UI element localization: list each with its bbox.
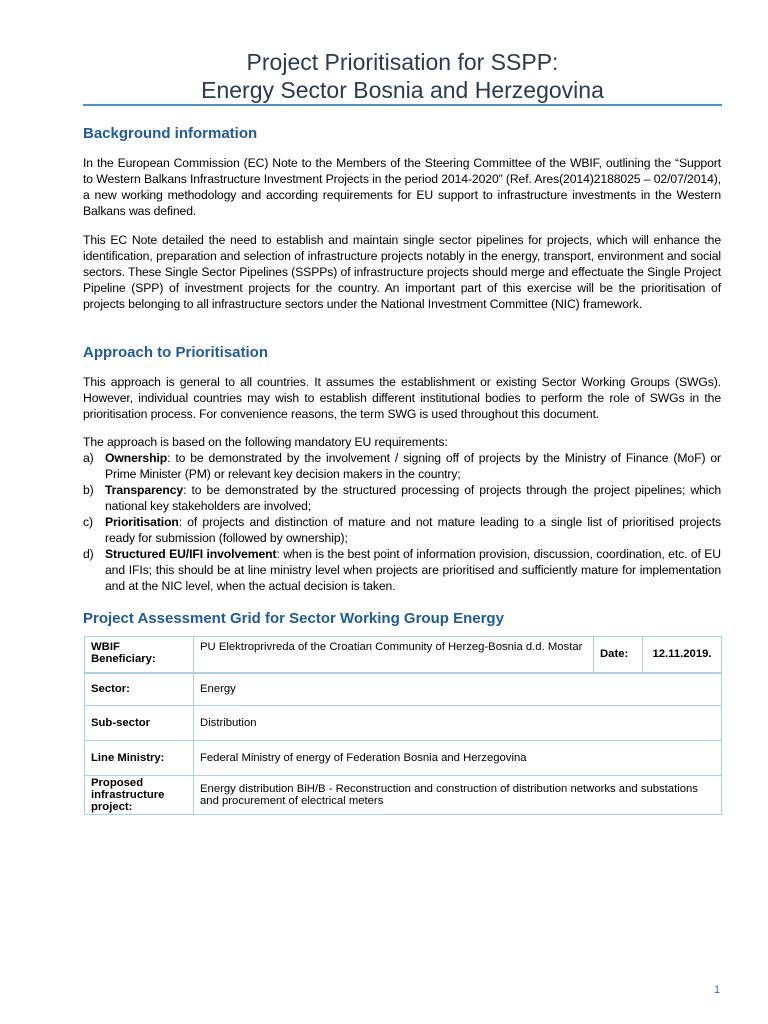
date-label: Date: [594, 637, 643, 673]
title-underline [83, 104, 722, 106]
title-line-1: Project Prioritisation for SSPP: [246, 49, 559, 75]
requirement-item [83, 450, 721, 482]
list-marker: a) [83, 451, 94, 465]
requirement-item [83, 482, 721, 514]
requirements-list [83, 450, 721, 594]
list-marker: d) [83, 547, 94, 561]
table-row [85, 706, 722, 741]
requirement-term: Ownership [105, 451, 168, 465]
title-line-2: Energy Sector Bosnia and Herzegovina [201, 77, 604, 103]
requirement-text: : to be demonstrated by the involvement / signing off of projects by the Ministry of Finance (MoF) or Prime Minister (PM) or relevant key decision makers in the country; [105, 451, 721, 481]
row-value: Federal Ministry of energy of Federation Bosnia and Herzegovina [194, 741, 722, 776]
approach-paragraph-2: The approach is based on the following mandatory EU requirements: [83, 435, 448, 449]
beneficiary-value: PU Elektroprivreda of the Croatian Community of Herzeg-Bosnia d.d. Mostar [194, 637, 594, 673]
background-paragraph-1: In the European Commission (EC) Note to the Members of the Steering Committee of the WBIF, outlining the “Support to Western Balkans Infrastructure Investment Projects in the period 2014-2020” (Ref. Ares(2014)2188025 – 02/07/2014), a new working methodology and according requirements for EU support to infrastructure investments in the Western Balkans was defined. [83, 156, 721, 218]
table-row [85, 673, 722, 706]
requirement-term: Transparency [105, 483, 184, 497]
row-value: Energy [194, 673, 722, 706]
approach-paragraph-1: This approach is general to all countries. It assumes the establishment or existing Sector Working Groups (SWGs). However, individual countries may wish to establish different institutional bodies to perform the role of SWGs in the prioritisation process. For convenience reasons, the term SWG is used throughout this document. [83, 375, 721, 421]
table-row [85, 776, 722, 815]
row-value: Energy distribution BiH/B - Reconstruction and construction of distribution networks and substations and procurement of electrical meters [194, 776, 722, 815]
requirement-text: : when is the best point of information provision, discussion, coordination, etc. of EU and IFIs; this should be at line ministry level when projects are prioritised and sufficiently mature for implementation and at the NIC level, when the actual decision is taken. [105, 547, 721, 593]
heading-approach: Approach to Prioritisation [83, 344, 269, 361]
list-marker: c) [83, 515, 93, 529]
requirement-term: Prioritisation [105, 515, 179, 529]
requirement-term: Structured EU/IFI involvement [105, 547, 277, 561]
date-value: 12.11.2019. [643, 637, 722, 673]
list-marker: b) [83, 483, 94, 497]
table-row [85, 741, 722, 776]
row-value: Distribution [194, 706, 722, 741]
background-paragraph-2: This EC Note detailed the need to establish and maintain single sector pipelines for projects, which will enhance the identification, preparation and selection of infrastructure projects notably in the energy, transport, environment and social sectors. These Single Sector Pipelines (SSPPs) of infrastructure projects should merge and effectuate the Single Project Pipeline (SPP) of investment projects for the country. An important part of this exercise will be the prioritisation of projects belonging to all infrastructure sectors under the National Investment Committee (NIC) framework. [83, 233, 721, 311]
requirement-text: : to be demonstrated by the structured processing of projects through the project pipelines; which national key stakeholders are involved; [105, 483, 721, 513]
row-label: Sector: [85, 673, 194, 706]
page-number: 1 [714, 984, 721, 996]
beneficiary-label: WBIF Beneficiary: [85, 637, 194, 673]
requirement-text: : of projects and distinction of mature and not mature leading to a single list of prioritised projects ready for submission (followed by ownership); [105, 515, 721, 545]
heading-background: Background information [83, 125, 258, 142]
document-title [83, 48, 722, 104]
assessment-grid-table [84, 636, 722, 815]
row-label: Sub-sector [85, 706, 194, 741]
requirement-item [83, 514, 721, 546]
row-label: Proposed infrastructure project: [85, 776, 194, 815]
row-label: Line Ministry: [85, 741, 194, 776]
heading-assessment-grid: Project Assessment Grid for Sector Working Group Energy [83, 610, 504, 627]
table-row-beneficiary [85, 637, 722, 673]
requirement-item [83, 546, 721, 594]
